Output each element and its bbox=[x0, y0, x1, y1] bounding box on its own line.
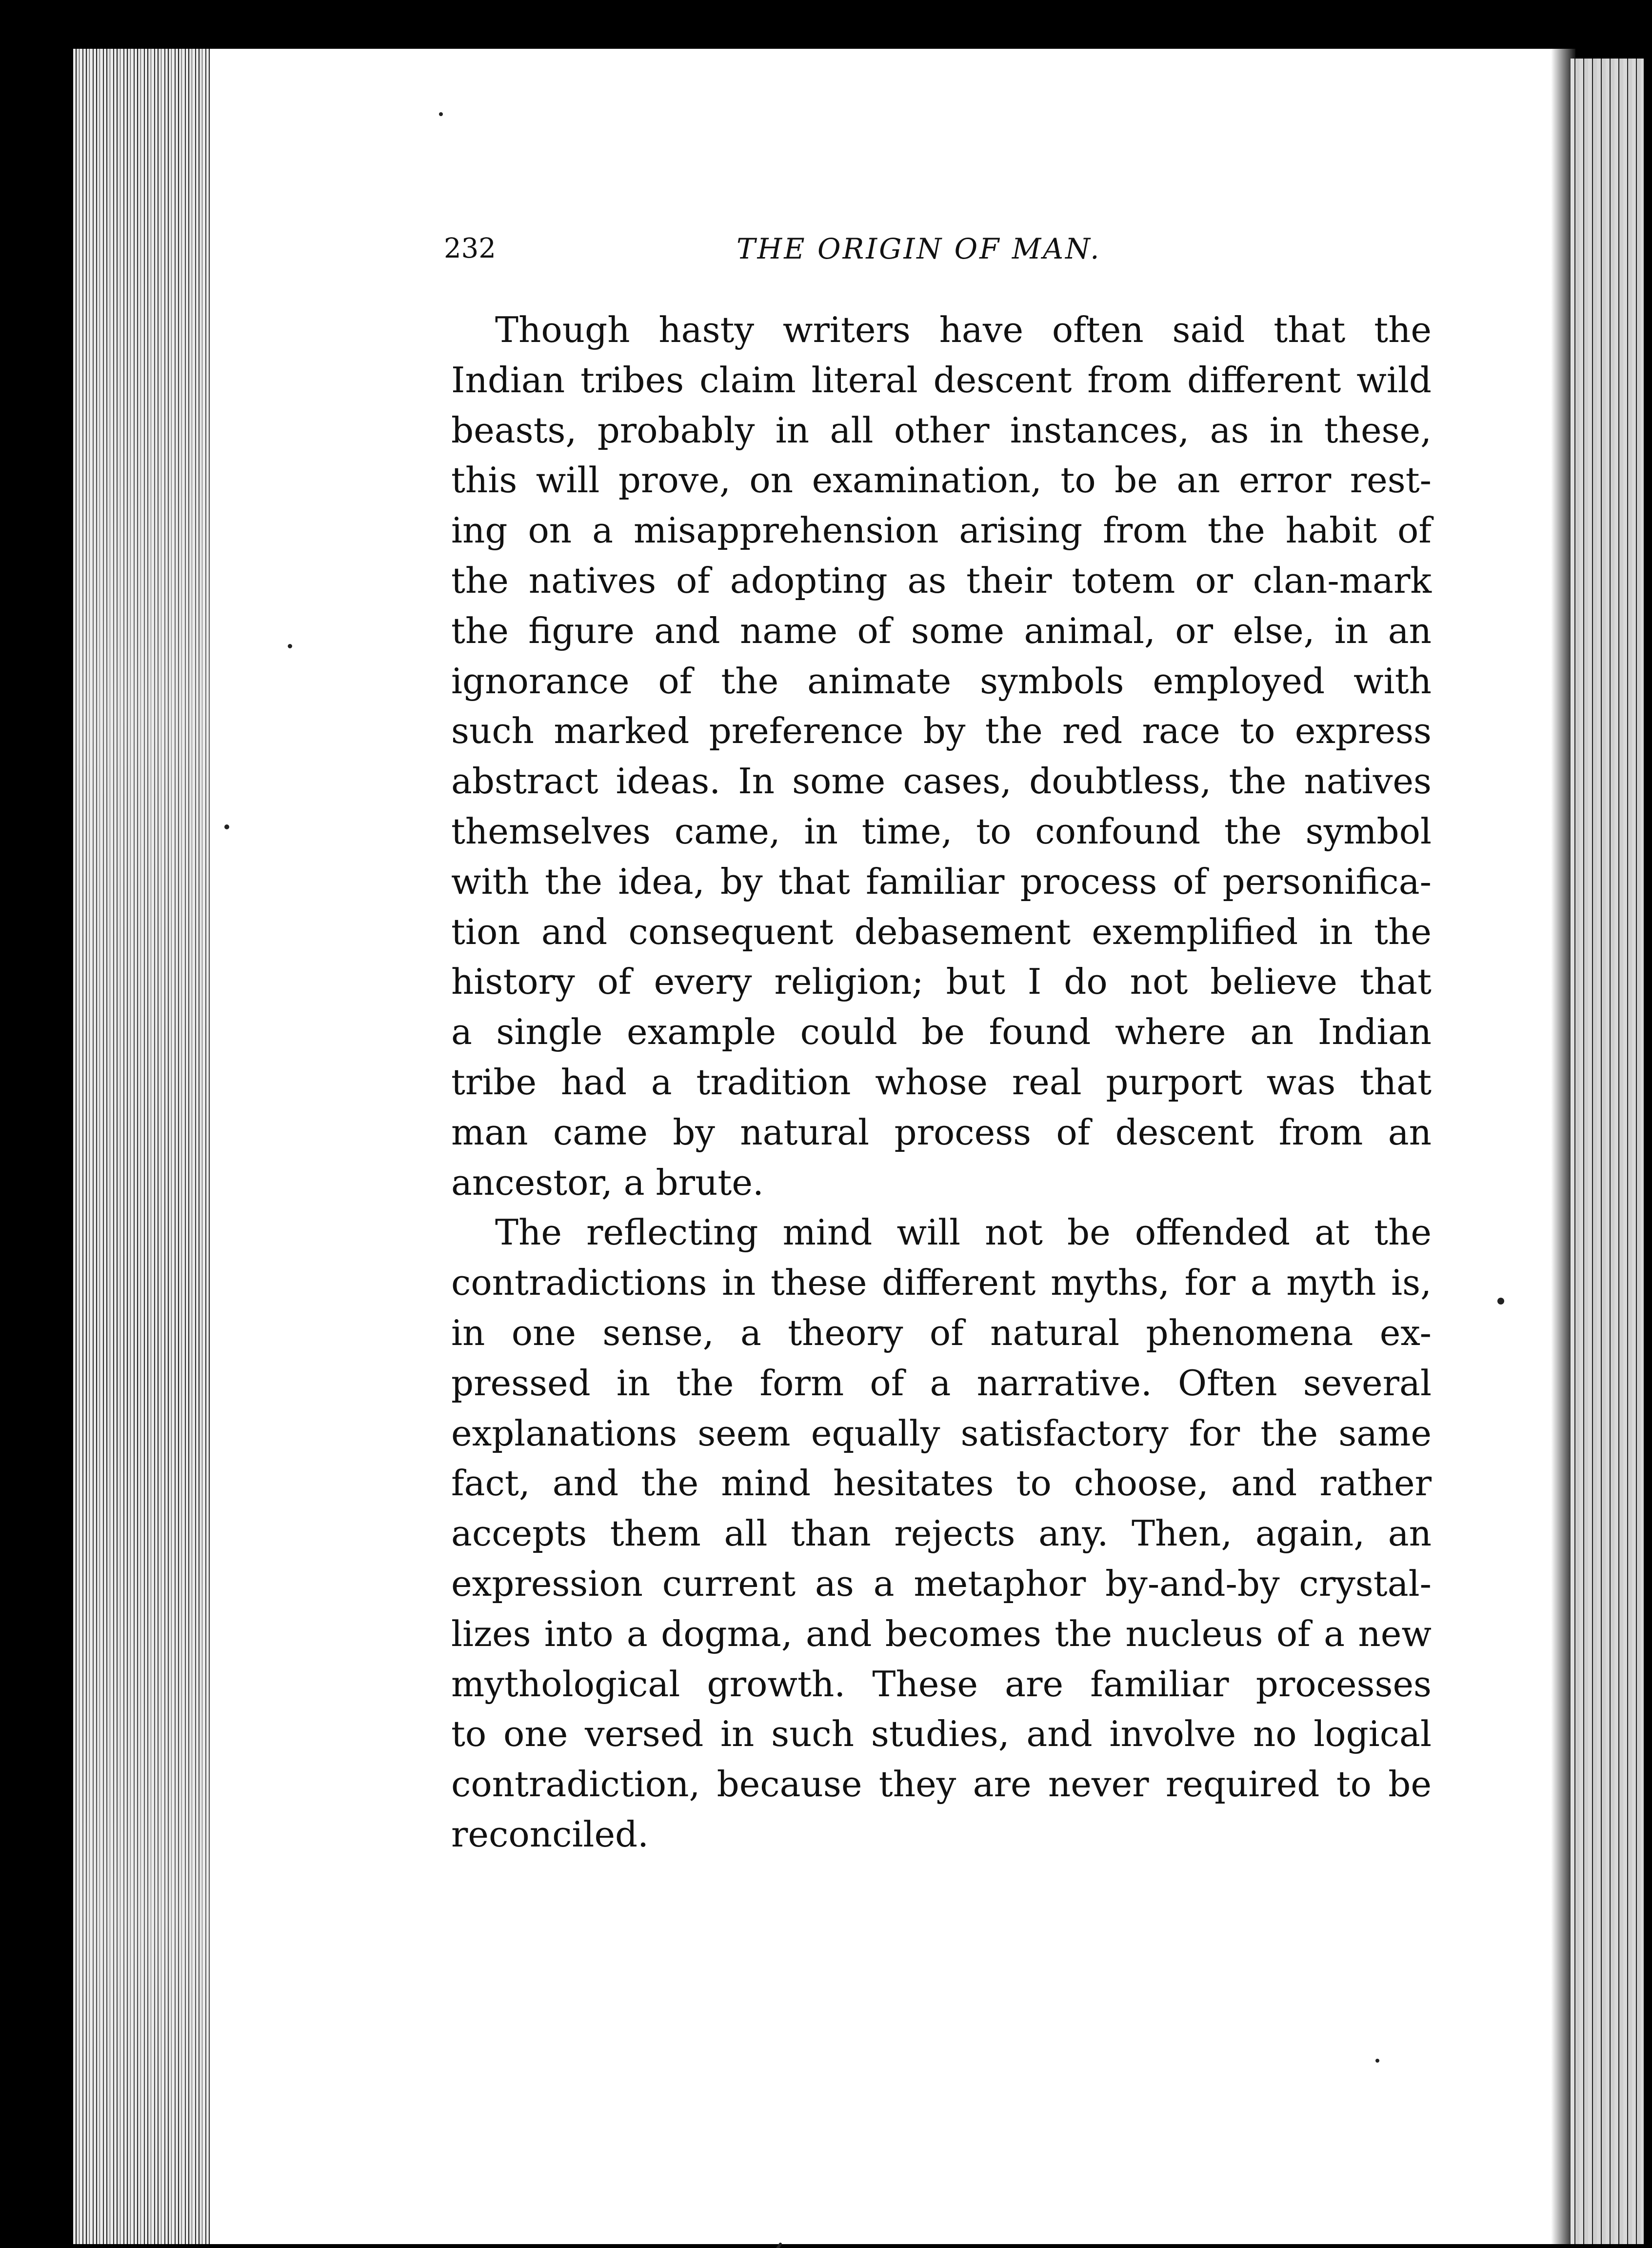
handwritten-mark bbox=[746, 2239, 844, 2248]
text-line: such marked preference by the red race to express bbox=[451, 710, 1432, 752]
right-page-edge bbox=[1571, 59, 1644, 2244]
text-line: the natives of adopting as their totem or clan-mark bbox=[451, 560, 1432, 601]
text-line: The reflecting mind will not be offended at the bbox=[495, 1212, 1432, 1253]
text-line: reconciled. bbox=[451, 1813, 649, 1855]
text-line: the figure and name of some animal, or else, in an bbox=[451, 610, 1432, 651]
text-line: this will prove, on examination, to be an error rest- bbox=[451, 460, 1432, 501]
dust-speck bbox=[439, 112, 443, 116]
page-number: 232 bbox=[444, 233, 496, 264]
text-line: a single example could be found where an Indian bbox=[451, 1011, 1432, 1053]
text-line: contradiction, because they are never required to be bbox=[451, 1764, 1432, 1805]
text-line: fact, and the mind hesitates to choose, and rather bbox=[451, 1463, 1432, 1504]
running-head bbox=[444, 229, 1122, 283]
text-line: with the idea, by that familiar process of personifica- bbox=[451, 861, 1432, 902]
text-line: ancestor, a brute. bbox=[451, 1162, 764, 1203]
text-line: expression current as a metaphor by-and-by crystal- bbox=[451, 1563, 1432, 1604]
text-line: ignorance of the animate symbols employed with bbox=[451, 660, 1432, 702]
text-line: beasts, probably in all other instances, as in these, bbox=[451, 409, 1432, 451]
text-line: history of every religion; but I do not believe that bbox=[451, 961, 1432, 1003]
text-line: to one versed in such studies, and involve no logical bbox=[451, 1713, 1432, 1755]
left-page-edge bbox=[73, 49, 210, 2244]
dust-speck bbox=[1497, 1298, 1504, 1305]
text-line: explanations seem equally satisfactory for the same bbox=[451, 1412, 1432, 1454]
text-line: contradictions in these different myths, for a myth is, bbox=[451, 1262, 1432, 1304]
text-line: tion and consequent debasement exemplified in the bbox=[451, 911, 1432, 952]
dust-speck bbox=[288, 644, 292, 648]
text-line: pressed in the form of a narrative. Often several bbox=[451, 1362, 1432, 1404]
text-line: Though hasty writers have often said that the bbox=[495, 309, 1432, 350]
text-line: tribe had a tradition whose real purport was that bbox=[451, 1061, 1432, 1103]
dust-speck bbox=[224, 824, 229, 829]
text-line: man came by natural process of descent from an bbox=[451, 1111, 1432, 1153]
text-line: abstract ideas. In some cases, doubtless, the natives bbox=[451, 761, 1432, 802]
text-line: in one sense, a theory of natural phenomena ex- bbox=[451, 1312, 1432, 1353]
running-title: THE ORIGIN OF MAN. bbox=[736, 232, 1101, 265]
body-text bbox=[451, 305, 1432, 1860]
text-line: accepts them all than rejects any. Then, again, an bbox=[451, 1513, 1432, 1554]
text-line: themselves came, in time, to confound the symbol bbox=[451, 810, 1432, 852]
text-line: Indian tribes claim literal descent from different wild bbox=[451, 359, 1432, 401]
dust-speck bbox=[1375, 2059, 1379, 2063]
text-line: ing on a misapprehension arising from the habit of bbox=[451, 510, 1432, 551]
text-line: mythological growth. These are familiar processes bbox=[451, 1663, 1432, 1705]
text-line: lizes into a dogma, and becomes the nucleus of a new bbox=[451, 1613, 1432, 1654]
